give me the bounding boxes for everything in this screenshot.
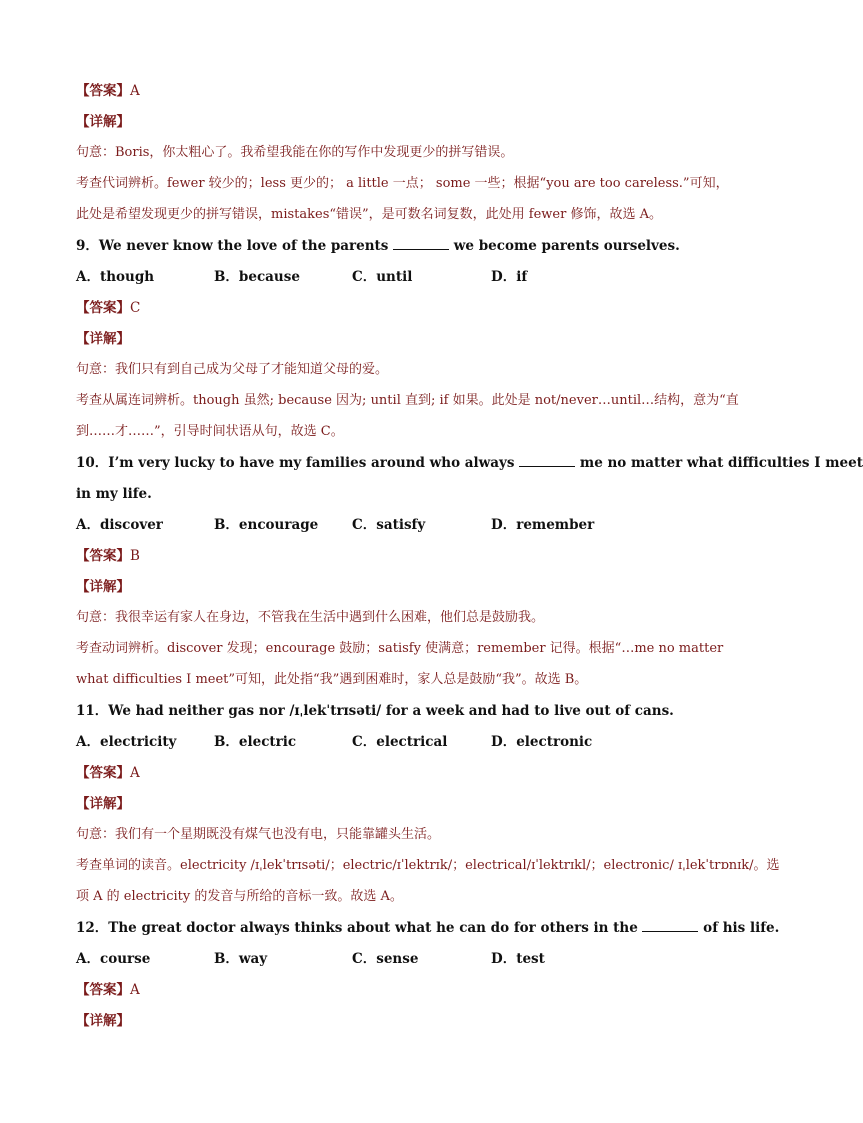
detail-label: 【详解】 [76,1013,130,1029]
answer-line [76,764,140,782]
option-a: A．though [76,269,155,285]
question-number: 9． [76,238,99,254]
explanation-line: 句意：我很幸运有家人在身边，不管我在生活中遇到什么困难，他们总是鼓励我。 [76,610,545,625]
answer-label: 【答案】 [76,765,130,781]
option-b: B．because [214,269,300,285]
question-number: 11． [76,703,109,719]
answer-label: 【答案】 [76,548,130,564]
answer-label: 【答案】 [76,982,130,998]
answer-value: B [130,548,140,564]
answer-blank [519,454,575,467]
explanation-line: 句意：我们有一个星期既没有煤气也没有电，只能靠罐头生活。 [76,827,441,842]
option-a: A．electricity [76,734,177,750]
detail-label: 【详解】 [76,114,130,130]
explanation-line: 考查单词的读音。electricity /ɪˌlekˈtrɪsəti/；electric/ɪˈlektrɪk/；electrical/ɪˈlektrɪkl/；electronic/ ɪˌlekˈtrɒnɪk/。选 [76,858,780,873]
answer-blank [642,919,698,932]
detail-label: 【详解】 [76,796,130,812]
option-d: D．test [491,951,545,967]
answer-line [76,981,140,999]
option-c: C．satisfy [352,517,426,533]
question-line [76,237,680,255]
option-b: B．electric [214,734,297,750]
question-text: of his life. [698,920,780,936]
answer-label: 【答案】 [76,83,130,99]
question-text: I’m very lucky to have my families around who always [108,455,520,471]
explanation-line: 句意：我们只有到自己成为父母了才能知道父母的爱。 [76,362,389,377]
question-number: 10． [76,455,109,471]
option-b: B．encourage [214,517,319,533]
option-d: D．if [491,269,528,285]
explanation-line: 考查从属连词辨析。though 虽然; because 因为; until 直到; if 如果。此处是 not/never…until…结构，意为“直 [76,393,739,408]
option-c: C．sense [352,951,419,967]
option-b: B．way [214,951,268,967]
answer-value: A [130,765,140,781]
question-line [76,919,779,937]
explanation-line: 考查代词辨析。fewer 较少的；less 更少的； a little 一点； some 一些；根据“you are too careless.”可知， [76,176,729,191]
question-number: 12． [76,920,109,936]
question-line [76,454,863,472]
option-c: C．electrical [352,734,448,750]
question-text: we become parents ourselves. [449,238,680,254]
explanation-line: what difficulties I meet”可知，此处指“我”遇到困难时，家人总是鼓励“我”。故选 B。 [76,672,588,687]
option-d: D．electronic [491,734,593,750]
explanation-line: 到……才……”，引导时间状语从句，故选 C。 [76,424,344,439]
detail-label: 【详解】 [76,331,130,347]
option-d: D．remember [491,517,595,533]
answer-value: C [130,300,141,316]
question-text: The great doctor always thinks about what he can do for others in the [108,920,643,936]
answer-line [76,547,140,565]
answer-line [76,299,140,317]
question-line: in my life. [76,486,152,502]
answer-label: 【答案】 [76,300,130,316]
answer-value: A [130,982,140,998]
detail-label: 【详解】 [76,579,130,595]
question-text: me no matter what difficulties I meet [575,455,863,471]
explanation-line: 此处是希望发现更少的拼写错误，mistakes“错误”，是可数名词复数，此处用 fewer 修饰，故选 A。 [76,207,662,222]
answer-value: A [130,83,140,99]
question-text: We had neither gas nor /ɪˌlekˈtrɪsəti/ for a week and had to live out of cans. [108,703,674,719]
explanation-line: 句意：Boris，你太粗心了。我希望我能在你的写作中发现更少的拼写错误。 [76,145,514,160]
question-text: We never know the love of the parents [98,238,394,254]
option-c: C．until [352,269,413,285]
explanation-line: 考查动词辨析。discover 发现；encourage 鼓励；satisfy 使满意；remember 记得。根据“…me no matter [76,641,724,656]
option-a: A．course [76,951,151,967]
answer-line [76,82,140,100]
question-line [76,702,674,720]
option-a: A．discover [76,517,163,533]
answer-blank [393,237,449,250]
explanation-line: 项 A 的 electricity 的发音与所给的音标一致。故选 A。 [76,889,403,904]
